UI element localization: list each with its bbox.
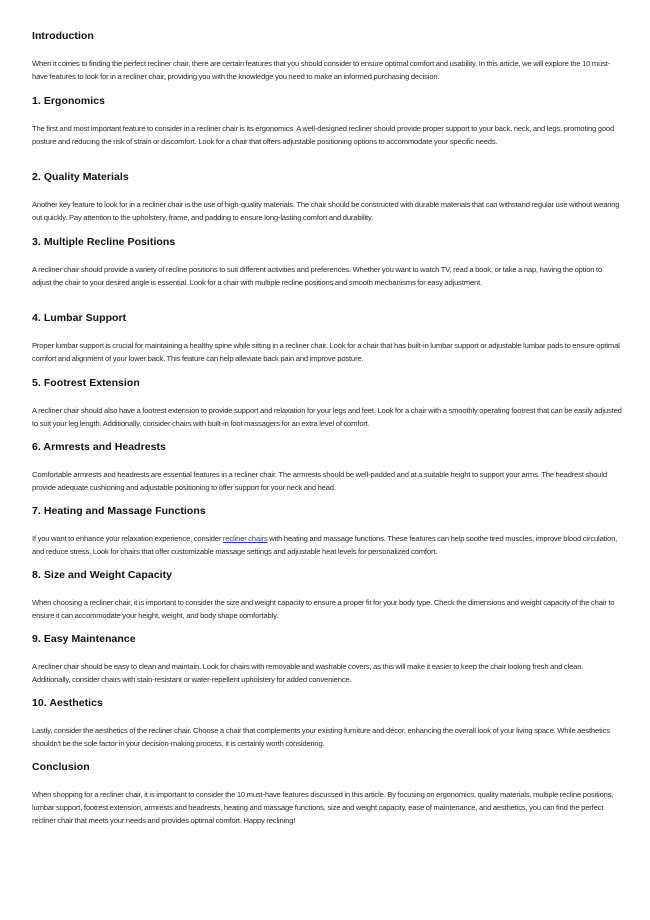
section-heading: 10. Aesthetics xyxy=(32,697,103,709)
section-heading: Conclusion xyxy=(32,761,90,773)
section-heading: 4. Lumbar Support xyxy=(32,312,127,324)
section-body: When shopping for a recliner chair, it is important to consider the 10 must-have features discussed in this article. By focusing on ergonomics, quality materials, multiple recline positions, lumbar support, footrest extension, armrests and headrests, heating and massage functions, size and weight capacity, ease of maintenance, and aesthetics, you can find the perfect recliner chair that meets your needs and provides optimal comfort. Happy reclining! xyxy=(32,790,614,825)
section-body: A recliner chair should provide a variety of recline positions to suit different activities and preferences. Whether you want to watch TV, read a book, or take a nap, having the option to adjust the chair to your desired angle is essential. Look for a chair with multiple recline positions and smooth mechanisms for easy adjustment. xyxy=(32,265,603,287)
section-heading: 6. Armrests and Headrests xyxy=(32,441,166,453)
section-heading: 5. Footrest Extension xyxy=(32,377,140,389)
section-heading: 1. Ergonomics xyxy=(32,95,106,107)
section-heading: 2. Quality Materials xyxy=(32,171,129,183)
section-body: When it comes to finding the perfect recliner chair, there are certain features that you should consider to ensure optimal comfort and usability. In this article, we will explore the 10 must-have features to look for in a recliner chair, providing you with the knowledge you need to make an informed purchasing decision. xyxy=(32,59,611,81)
section-body: A recliner chair should also have a footrest extension to provide support and relaxation for your legs and feet. Look for a chair with a smoothly operating footrest that can be easily adjusted to suit your leg length. Additionally, consider chairs with built-in foot massagers for an extra level of comfort. xyxy=(32,406,622,428)
section-body: Lastly, consider the aesthetics of the recliner chair. Choose a chair that complements your existing furniture and décor, enhancing the overall look of your living space. While aesthetics shouldn't be the sole factor in your decision-making process, it is certainly worth considering. xyxy=(32,726,610,748)
section-body: Proper lumbar support is crucial for maintaining a healthy spine while sitting in a recliner chair. Look for a chair that has built-in lumbar support or adjustable lumbar pads to ensure optimal comfort and alignment of your lower back. This feature can help alleviate back pain and improve posture. xyxy=(32,341,620,363)
section-body xyxy=(32,532,622,558)
section-heading: 7. Heating and Massage Functions xyxy=(32,505,206,517)
body-text-before-link: If you want to enhance your relaxation experience, consider xyxy=(32,534,223,543)
section-heading: Introduction xyxy=(32,30,94,42)
section-body: Another key feature to look for in a recliner chair is the use of high-quality materials. The chair should be constructed with durable materials that can withstand regular use without wearing out quickly. Pay attention to the upholstery, frame, and padding to ensure long-lasting comfort and durability. xyxy=(32,200,620,222)
section-heading: 8. Size and Weight Capacity xyxy=(32,569,173,581)
section-body: A recliner chair should be easy to clean and maintain. Look for chairs with removable and washable covers, as this will make it easier to keep the chair looking fresh and clean. Additionally, consider chairs with stain-resistant or water-repellent upholstery for added convenience. xyxy=(32,662,584,684)
section-body: The first and most important feature to consider in a recliner chair is its ergonomics. A well-designed recliner should provide proper support to your back, neck, and legs, promoting good posture and reducing the risk of strain or discomfort. Look for a chair that offers adjustable positioning options to accommodate your specific needs. xyxy=(32,124,615,146)
section-body: Comfortable armrests and headrests are essential features in a recliner chair. The armrests should be well-padded and at a suitable height to support your arms. The headrest should provide adequate cushioning and adjustable positioning to offer support for your neck and head. xyxy=(32,470,607,492)
section-heading: 3. Multiple Recline Positions xyxy=(32,236,176,248)
recliner-chairs-link[interactable]: recliner chairs xyxy=(222,534,268,543)
section-heading: 9. Easy Maintenance xyxy=(32,633,136,645)
section-body: When choosing a recliner chair, it is important to consider the size and weight capacity to ensure a proper fit for your body type. Check the dimensions and weight capacity of the chair to ensure it can accommodate your height, weight, and body shape comfortably. xyxy=(32,598,615,620)
body-text-after-link: with heating and massage functions. These features can help soothe tired muscles, improve blood circulation, and reduce stress. Look for chairs that offer customizable massage settings and adjustable heat levels for personalized comfort. xyxy=(32,534,618,556)
